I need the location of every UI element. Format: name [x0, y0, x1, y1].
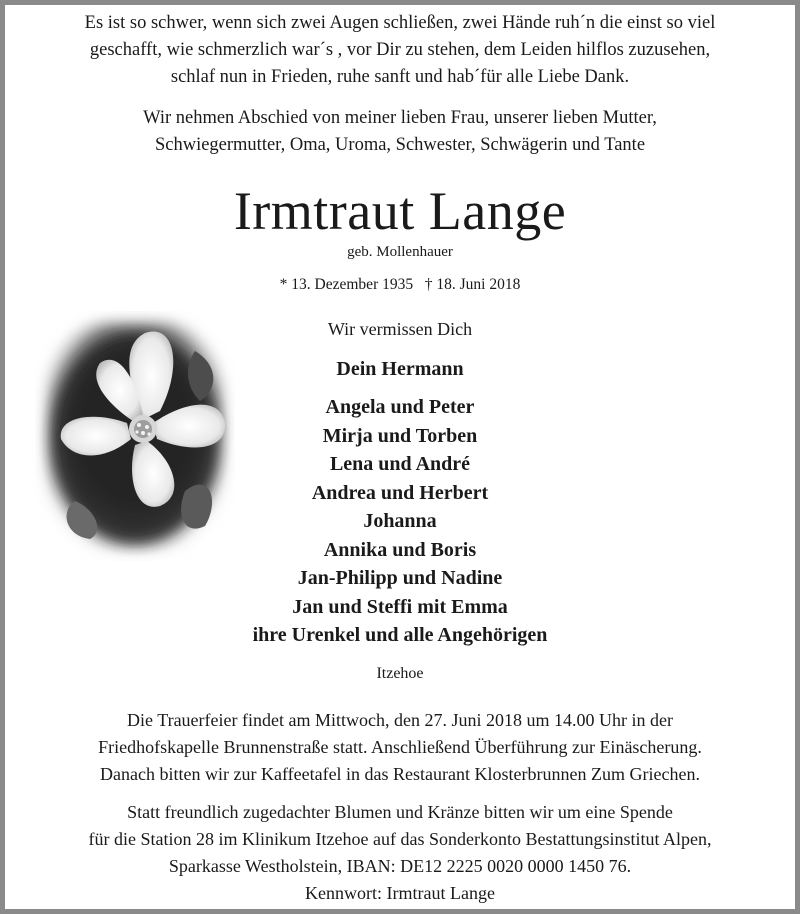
mourner-name: Angela und Peter [325, 396, 475, 418]
funeral-info-line: Die Trauerfeier findet am Mittwoch, den 27. Juni 2018 um 14.00 Uhr in der [127, 710, 673, 730]
donation-line: Sparkasse Westholstein, IBAN: DE12 2225 0020 0000 1450 76. [168, 856, 632, 876]
donation-line: Statt freundlich zugedachter Blumen und Kränze bitten wir um eine Spende [127, 802, 673, 822]
verse-line: geschafft, wie schmerzlich war´s , vor Dir zu stehen, dem Leiden hilflos zuzusehen, [89, 40, 711, 60]
life-dates [5, 276, 795, 294]
deceased-name: Irmtraut Lange [233, 181, 567, 241]
mourner-name: Annika und Boris [323, 538, 477, 561]
mourner-name: Johanna [363, 510, 437, 532]
mourner-name: Andrea und Herbert [311, 481, 489, 504]
funeral-info-line: Friedhofskapelle Brunnenstraße statt. Anschließend Überführung zur Einäscherung. [98, 737, 702, 757]
intro-line: Schwiegermutter, Oma, Uroma, Schwester, Schwägerin und Tante [154, 135, 646, 155]
intro-line: Wir nehmen Abschied von meiner lieben Frau, unserer lieben Mutter, [143, 108, 657, 128]
donation-keyword: Kennwort: Irmtraut Lange [305, 883, 495, 903]
funeral-info-line: Danach bitten wir zur Kaffeetafel in das Restaurant Klosterbrunnen Zum Griechen. [100, 764, 700, 784]
place-name: Itzehoe [376, 665, 424, 682]
maiden-name: geb. Mollenhauer [347, 244, 453, 260]
mourner-name: Dein Hermann [336, 358, 464, 380]
death-date: † 18. Juni 2018 [424, 276, 521, 293]
mourner-name: Jan-Philipp und Nadine [297, 567, 503, 589]
mourners-intro: Wir vermissen Dich [327, 319, 473, 339]
verse-line: schlaf nun in Frieden, ruhe sanft und hab´für alle Liebe Dank. [170, 67, 630, 87]
donation-line: für die Station 28 im Klinikum Itzehoe auf das Sonderkonto Bestattungsinstitut Alpen, [88, 829, 712, 849]
birth-date: * 13. Dezember 1935 [279, 276, 414, 293]
mourner-name: Lena und André [329, 453, 471, 475]
mourner-name: Jan und Steffi mit Emma [292, 595, 508, 618]
mourner-name: ihre Urenkel und alle Angehörigen [252, 624, 548, 646]
verse-line: Es ist so schwer, wenn sich zwei Augen schließen, zwei Hände ruh´n die einst so viel [84, 13, 716, 33]
mourner-name: Mirja und Torben [322, 424, 478, 447]
